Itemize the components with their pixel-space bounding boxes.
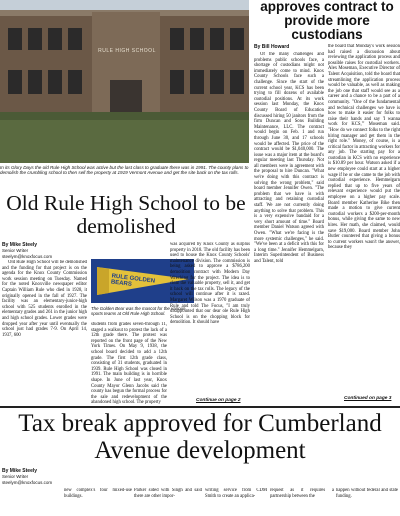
right-story-col1: Of the many challenges and problems public schools face, a shortage of custodians might not immediately come to mind. Knox County Schools face such a challenge. Since the start of the current school year, KCS has been trying to fill dozens of available custodial positions. At its work session last Monday, the Knox County Board of Education discussed hiring 50 janitors from the firm Duncan and Sons Building Maintenance, LLC. The contract would begin on Feb. 1 and run through June 30, and 17 schools would be affected. The price of the contract would be $1,040,000. The issue was a major item at the board's regular meeting last Thursday. Not all members were in agreement with the proposal to hire Duncan. "What we're doing with this contract is solving the wrong problem," said board member Jennifer Owen. "The problem that we have is with attracting and retaining custodial staff. We are not currently doing anything to solve that problem. This is a very expensive bandaid for a very short amount of time." Board member Daniel Watson agreed with Owen. "What we're facing is the more systemic challenges," he said. "We've been at a deficit with this for a long time." Jennifer Hemmelgarn, Interim Superintendent of Business and Talent, told [254,52,324,264]
school-photo [0,0,249,163]
right-byline-name: By Bill Howard [254,44,290,50]
pennant-caption: The Golden Bear was the mascot for the various sports teams at Old Rule High School. [91,306,186,317]
right-byline [254,44,324,50]
bottom-story-col1: new complex's four mixed-use buildings. [64,488,132,499]
main-story-col3: was acquired by Knox County as surplus property in 2018. The old facility has been used to house the Knox County Schools' maintenance division. The commission is being asked to approve a $786,200 demolition contract with Modern Day Wrecking for the project. The idea is to clear the valuable property, sell it, and get it back on the tax rolls. The legacy of the school will continue after it is razed. Margaret Wilson was a 1970 graduate of Rule and told The Focus, "I am truly disappointed that our dear ole Rule High School is on the chopping block for demolition. It should have [170,242,250,326]
bottom-byline-title: Senior Writer [2,474,29,480]
main-continued-link[interactable]: Continue on page 2 [196,398,241,403]
bottom-story-col3: writing service from CDM Smith to create an applica- [205,488,267,499]
building-sign: RULE HIGH SCHOOL [98,48,156,54]
main-story-col1: Old Rule High School will be demolished and the funding for that project is on the agenda for the Knox County Commission work session meeting on Tuesday. Named for the noted Knoxville newspaper editor Captain William Rule who died in 1928, it originally opened in the fall of 1927. The facility was an elementary-junior-high school with 525 students enrolled in the elementary grades and 261 in the junior high and high school grades. Lower grades were dropped year after year until eventually the school just had grades 7-9. On April 14, 1937, 600 [2,260,87,338]
bottom-byline-email: steelym@knoxfocus.com [2,479,53,485]
main-story-col2: students from grades seven-through 11, staged a walkout to protest the lack of a 12th grade there. The protest was reported on the front page of the New York Times. On May 9, 1938, the school board decided to add a 12th grade. The first 12th grade class, consisting of 31 students, graduated in 1939. Rule High School was closed in 1991. The main building is in horrible shape. In June of last year, Knox County Mayor Glenn Jacobs said the county has begun the formal process for the sale and redevelopment of the abandoned high school. The property [91,322,167,406]
main-byline [2,242,87,259]
pennant-text: RULE GOLDEN BEARS [110,273,156,288]
bottom-headline: Tax break approved for Cumberland Avenue development [18,410,382,464]
bottom-story-col2: Parker sided with Singh and said there are other impor- [134,488,202,499]
right-continued-link[interactable]: Continued on page 3 [344,396,392,401]
main-byline-email: steelym@knoxfocus.com [2,253,53,259]
school-building-image [0,0,249,163]
section-divider [0,406,400,408]
bottom-byline [2,468,72,485]
bottom-story-col4: request as it requires a partnership between the [270,488,334,499]
main-byline-name: By Mike Steely [2,242,38,248]
main-headline: Old Rule High School to be demolished [6,191,246,238]
right-story-col2: the board that Monday's work session had raised a discussion about reviewing the application process and possible raises for custodial workers. Alex Moseman, Executive Director of Talent Acquisition, told the board that streamlining the application process would be valuable, as well as making the job one that staff would see as a career and a chance to be a part of a community. "One of the fundamental and technical challenges we have is how to make it easier for folks to raise their hands and say 'I wanna work for KCS,'" Moseman said. "How do we connect folks to the right hiring manager and get them in the right role." Money, of course, is a critical factor in attracting workers for any job. The starting pay for a custodian in KCS with no experience is $10.89 per hour. Watson asked if a new employee could start at a higher wage if he or she came to the job with custodial experience. Hemmelgarn replied that up to five years of relevant experience would put the employee on a higher pay scale. Board member Katherine Bike then made a motion to give current custodial workers a $200-per-month bonus, while giving the same to new hires. Her math, she claimed, would save $19,000. Board member John Butler countered that giving a bonus to current workers wasn't the answer, because they [328,44,400,251]
right-headline: approves contract to provide more custodians [260,0,394,42]
bottom-story-col5: happen without federal and state funding. [336,488,398,499]
bottom-byline-name: By Mike Steely [2,468,38,474]
main-byline-title: Senior Writer [2,248,29,254]
photo-caption: In its Glory Days the old Rule High School was active but the last class to graduate there was in 1991. The county plans to demolish the crumbling school to then sell the property at 1919 Vermont Avenue and get the site back on the tax rolls. [0,165,249,176]
